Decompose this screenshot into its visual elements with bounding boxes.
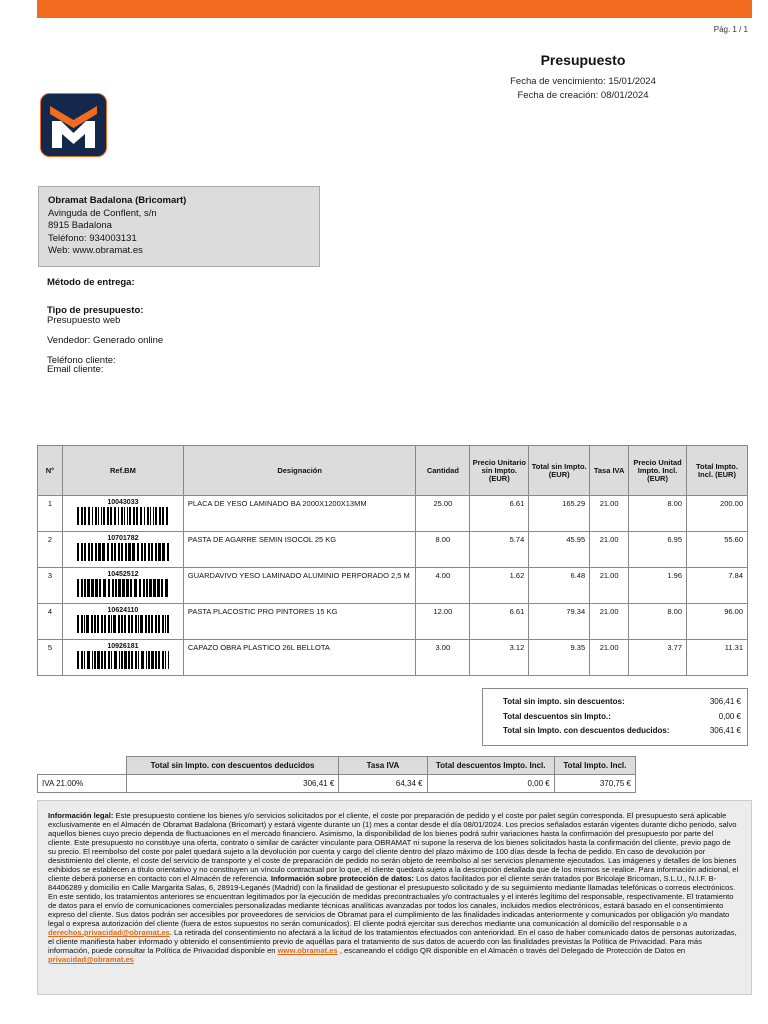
col-header: Designación — [183, 446, 416, 496]
vat-rate: 21.00 — [590, 568, 629, 604]
ref-code: 10452512 — [107, 571, 139, 578]
col-header — [38, 757, 127, 775]
col-header: Tasa IVA — [339, 757, 427, 775]
table-row — [38, 640, 748, 676]
privacy-label: Información sobre protección de datos: — [270, 874, 414, 883]
total-price-incl: 96.00 — [687, 604, 748, 640]
total-price: 165.29 — [529, 496, 590, 532]
summary-value: 306,41 € — [709, 697, 741, 706]
store-city: 8915 Badalona — [48, 220, 112, 231]
total-price-incl: 200.00 — [687, 496, 748, 532]
summary-row — [503, 710, 741, 725]
privacy-email-link[interactable]: privacidad@obramat.es — [48, 955, 134, 964]
table-row — [38, 568, 748, 604]
client-phone: Teléfono cliente: — [47, 354, 116, 366]
total-price-incl: 55.60 — [687, 532, 748, 568]
document-title: Presupuesto — [540, 52, 626, 68]
designation: GUARDAVIVO YESO LAMINADO ALUMINIO PERFORADO 2,5 M — [183, 568, 416, 604]
col-header: Total sin Impto. (EUR) — [529, 446, 590, 496]
unit-price: 6.61 — [470, 496, 529, 532]
barcode-cell — [62, 640, 183, 676]
barcode-icon — [75, 651, 171, 669]
ref-code: 10624110 — [107, 607, 139, 614]
unit-price: 6.61 — [470, 604, 529, 640]
barcode-cell — [62, 532, 183, 568]
quantity: 4.00 — [416, 568, 470, 604]
due-date: Fecha de vencimiento: 15/01/2024 — [510, 76, 656, 87]
barcode-cell — [62, 496, 183, 532]
designation: PLACA DE YESO LAMINADO BA 2000X1200X13MM — [183, 496, 416, 532]
discounts-incl: 0,00 € — [427, 775, 554, 793]
store-phone: Teléfono: 934003131 — [48, 232, 137, 244]
summary-row — [503, 724, 741, 739]
col-header: Total sin Impto. con descuentos deducidos — [126, 757, 338, 775]
designation: PASTA PLACOSTIC PRO PINTORES 15 KG — [183, 604, 416, 640]
store-address: Avinguda de Conflent, s/n — [48, 207, 157, 219]
totals-header-row — [38, 757, 636, 775]
net-total: 306,41 € — [126, 775, 338, 793]
privacy-text-2: . La retirada del consentimiento no afectará a la licitud de los tratamientos efectuados con anterioridad. En el caso de haber comunicado datos de personas autorizadas, el cliente manifiesta haber informado y obtenido el consentimiento previo de aquéllas para el tratamiento de sus datos de acuerdo con las finalidades previstas la Política de Privacidad. Para más información, puede consultar la Política de Privacidad disponible en — [48, 928, 737, 955]
table-row — [38, 496, 748, 532]
unit-price-incl: 6.95 — [629, 532, 687, 568]
quantity: 25.00 — [416, 496, 470, 532]
total-price-incl: 11.31 — [687, 640, 748, 676]
barcode-icon — [75, 543, 171, 561]
table-row — [38, 604, 748, 640]
vat-amount: 64,34 € — [339, 775, 427, 793]
summary-label: Total sin impto. sin descuentos: — [503, 697, 625, 706]
rights-email-link[interactable]: derechos.privacidad@obramat.es — [48, 928, 170, 937]
col-header: Precio Unitario sin Impto. (EUR) — [470, 446, 529, 496]
col-header: Total Impto. Incl. (EUR) — [687, 446, 748, 496]
unit-price-incl: 3.77 — [629, 640, 687, 676]
ref-code: 10926181 — [107, 643, 139, 650]
col-header: Total descuentos Impto. Incl. — [427, 757, 554, 775]
row-number: 5 — [38, 640, 63, 676]
vat-label: IVA 21.00% — [38, 775, 127, 793]
delivery-method-label: Método de entrega: — [47, 277, 135, 288]
col-header: Tasa IVA — [590, 446, 629, 496]
vat-totals-table — [37, 756, 636, 793]
table-row — [38, 775, 636, 793]
total-price: 79.34 — [529, 604, 590, 640]
total-price-incl: 7.84 — [687, 568, 748, 604]
store-name: Obramat Badalona (Bricomart) — [48, 195, 187, 206]
row-number: 3 — [38, 568, 63, 604]
store-web: Web: www.obramat.es — [48, 245, 143, 256]
unit-price-incl: 8.00 — [629, 496, 687, 532]
quantity: 12.00 — [416, 604, 470, 640]
summary-value: 0,00 € — [718, 711, 741, 721]
store-info-box — [38, 186, 320, 267]
items-table — [37, 445, 748, 676]
legal-label: Información legal: — [48, 811, 114, 820]
col-header: Cantidad — [416, 446, 470, 496]
row-number: 4 — [38, 604, 63, 640]
summary-label: Total sin Impto. con descuentos deducidos: — [503, 726, 670, 735]
quantity: 8.00 — [416, 532, 470, 568]
quote-type-label: Tipo de presupuesto: — [47, 305, 144, 316]
total-price: 9.35 — [529, 640, 590, 676]
website-link[interactable]: www.obramat.es — [277, 946, 338, 955]
legal-info — [37, 800, 752, 995]
designation: PASTA DE AGARRE SEMIN ISOCOL 25 KG — [183, 532, 416, 568]
designation: CAPAZO OBRA PLASTICO 26L BELLOTA — [183, 640, 416, 676]
quote-info — [47, 306, 163, 375]
document-dates — [440, 75, 726, 103]
page-number: Pág. 1 / 1 — [713, 25, 748, 34]
obramat-logo-icon — [40, 93, 107, 157]
ref-code: 10043033 — [107, 499, 139, 506]
row-number: 2 — [38, 532, 63, 568]
barcode-cell — [62, 568, 183, 604]
unit-price: 1.62 — [470, 568, 529, 604]
client-email: Email cliente: — [47, 364, 104, 375]
unit-price: 3.12 — [470, 640, 529, 676]
barcode-icon — [75, 579, 171, 597]
total-price: 6.48 — [529, 568, 590, 604]
col-header: Total Impto. Incl. — [554, 757, 635, 775]
unit-price: 5.74 — [470, 532, 529, 568]
total-price: 45.95 — [529, 532, 590, 568]
privacy-text-3: , escaneando el código QR disponible en el Almacén o través del Delegado de Protección de Datos en — [337, 946, 686, 955]
barcode-cell — [62, 604, 183, 640]
summary-label: Total descuentos sin Impto.: — [503, 711, 611, 721]
barcode-icon — [75, 507, 171, 525]
vat-rate: 21.00 — [590, 640, 629, 676]
barcode-icon — [75, 615, 171, 633]
row-number: 1 — [38, 496, 63, 532]
quantity: 3.00 — [416, 640, 470, 676]
privacy-text: Los datos facilitados por el cliente serán tratados por Bricolaje Bricoman, S.L.U., N.I.F. B-84406289 y domicilio en Calle Margarita Salas, 6, 28919-Leganés (Madrid) con la finalidad de gestionar el presupuesto solicitado y de su seguimiento mediante llamadas telefónicas o correos electrónicos. En este sentido, los tratamientos anteriores se encuentran legitimados por la ejecución de medidas precontractuales y/o contractuales y el interés legítimo del responsable, respectivamente. El tratamiento de datos para el envío de comunicaciones comerciales personalizadas mediante técnicas analíticas avanzadas por todos los canales, incluidos medios electrónicos, estará basado en el consentimiento expreso del cliente. Sus datos podrán ser accesibles por proveedores de servicios de Obramat para el cumplimiento de las finalidades indicadas anteriormente y comunicados por obligación y/o mandato legal o expresa autorización del cliente (fuera de estos supuestos no serán comunicados). El cliente podrá ejercitar sus derechos mediante una comunicación al domicilio del responsable o a — [48, 874, 736, 928]
col-header: Precio Unitad Impto. Incl. (EUR) — [629, 446, 687, 496]
summary-box — [482, 688, 748, 746]
items-header-row — [38, 446, 748, 496]
creation-date: Fecha de creación: 08/01/2024 — [517, 90, 649, 101]
unit-price-incl: 8.00 — [629, 604, 687, 640]
vat-rate: 21.00 — [590, 604, 629, 640]
summary-value: 306,41 € — [709, 726, 741, 735]
ref-code: 10701782 — [107, 535, 139, 542]
vat-rate: 21.00 — [590, 496, 629, 532]
top-orange-bar — [37, 0, 752, 18]
col-header: Ref.BM — [62, 446, 183, 496]
seller: Vendedor: Generado online — [47, 335, 164, 346]
quote-type-value: Presupuesto web — [47, 314, 121, 326]
grand-total: 370,75 € — [554, 775, 635, 793]
unit-price-incl: 1.96 — [629, 568, 687, 604]
col-header: N° — [38, 446, 63, 496]
table-row — [38, 532, 748, 568]
legal-text: Este presupuesto contiene los bienes y/o servicios solicitados por el cliente, el coste por preparación de pedido y el coste por palet según corresponda. El presupuesto será aplicable exclusivamente en el Almacén de Obramat Badalona (Bricomart) y estará vigente durante un (1) mes a contar desde el día 08/01/2024. Los precios señalados estarán vigentes durante dicho periodo, salvo aquellos bienes cuyo precio dependa de fluctuaciones en el mercado financiero. Asimismo, la disponibilidad de los bienes podrá sufrir variaciones hasta la confirmación del presupuesto por parte del cliente. Este presupuesto no constituye una oferta, contrato o similar de carácter vinculante para OBRAMAT ni supone la reserva de los bienes solicitados hasta la confirmación del cliente, previo pago de su precio. El reembolso del coste por palet quedará sujeto a la devolución por cuenta y cargo del cliente dentro del plazo máximo de 100 días desde la fecha de pedido. En caso de devolución por desistimiento del cliente, el coste del servicio de transporte y el coste de preparación de pedido no serán objeto de reembolso al ser servicios plenamente ejecutados. Las imágenes y detalles de los bienes exhibidos se establecen a título orientativo y no constituyen un vínculo contractual por lo que, el cliente quedará sujeto a la descripción detallada que de los mismos se realice. Para información adicional, el cliente deberá ponerse en contacto con el Almacén de referencia. — [48, 811, 739, 883]
summary-row — [503, 695, 741, 710]
vat-rate: 21.00 — [590, 532, 629, 568]
